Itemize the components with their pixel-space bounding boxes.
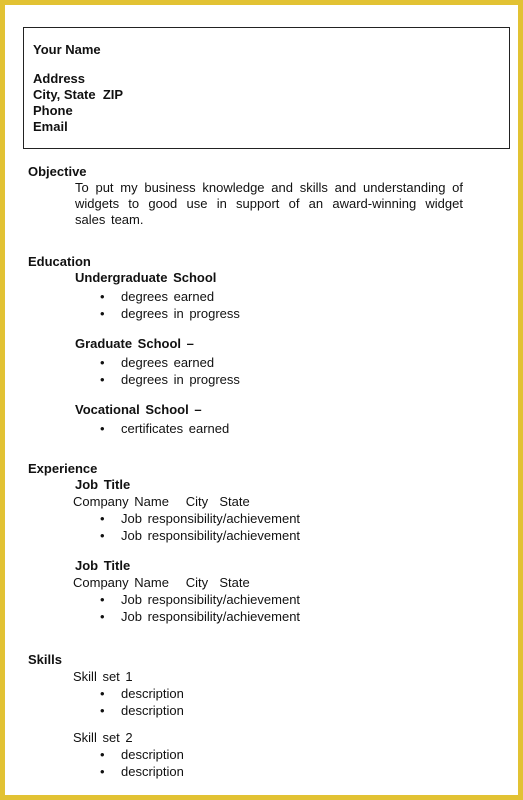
list-item: • Job responsibility/achievement — [100, 592, 301, 607]
school-items-list — [28, 288, 488, 322]
skill-items-list — [28, 685, 488, 719]
bullet-icon: • — [100, 528, 105, 543]
bullet-icon: • — [100, 764, 105, 779]
list-item: • Job responsibility/achievement — [100, 528, 301, 543]
email-line: Email — [33, 119, 68, 134]
bullet-icon: • — [100, 686, 105, 701]
list-item: • degrees in progress — [100, 306, 240, 321]
list-item: • description — [100, 747, 184, 762]
list-item: • description — [100, 703, 184, 718]
bullet-icon: • — [100, 355, 105, 370]
skill-set-name: Skill set 2 — [73, 730, 133, 745]
list-item: • Job responsibility/achievement — [100, 609, 301, 624]
phone-line: Phone — [33, 103, 73, 118]
job-title: Job Title — [75, 477, 131, 492]
bullet-icon: • — [100, 747, 105, 762]
list-item: • description — [100, 764, 184, 779]
skills-section — [28, 652, 488, 780]
list-item: • Job responsibility/achievement — [100, 511, 301, 526]
school-items-list — [28, 354, 488, 388]
address-line: Address — [33, 71, 86, 86]
objective-section — [28, 164, 488, 228]
school-name: Vocational School – — [75, 402, 202, 417]
company-line: Company Name City State — [73, 575, 250, 590]
job-items-list — [28, 591, 488, 625]
school-name: Undergraduate School — [75, 270, 217, 285]
school-name: Graduate School – — [75, 336, 194, 351]
job-items-list — [28, 510, 488, 544]
school-items-list — [28, 420, 488, 437]
objective-heading: Objective — [28, 164, 87, 179]
skill-items-list — [28, 746, 488, 780]
list-item: • description — [100, 686, 184, 701]
bullet-icon: • — [100, 511, 105, 526]
list-item: • degrees earned — [100, 289, 215, 304]
city-state-zip-line: City, State ZIP — [33, 87, 124, 102]
experience-section — [28, 461, 488, 625]
education-heading: Education — [28, 254, 91, 269]
bullet-icon: • — [100, 306, 105, 321]
skill-set-name: Skill set 1 — [73, 669, 133, 684]
list-item: • degrees in progress — [100, 372, 240, 387]
job-title: Job Title — [75, 558, 131, 573]
contact-header-box — [23, 27, 510, 149]
bullet-icon: • — [100, 609, 105, 624]
bullet-icon: • — [100, 703, 105, 718]
list-item: • certificates earned — [100, 421, 230, 436]
bullet-icon: • — [100, 372, 105, 387]
experience-heading: Experience — [28, 461, 98, 476]
objective-text: To put my business knowledge and skills and understanding of widgets to good use in support of an award-winning widget sales team. — [75, 180, 463, 227]
bullet-icon: • — [100, 592, 105, 607]
resume-name: Your Name — [33, 42, 101, 57]
education-section — [28, 254, 488, 437]
list-item: • degrees earned — [100, 355, 215, 370]
company-line: Company Name City State — [73, 494, 250, 509]
bullet-icon: • — [100, 421, 105, 436]
skills-heading: Skills — [28, 652, 62, 667]
bullet-icon: • — [100, 289, 105, 304]
